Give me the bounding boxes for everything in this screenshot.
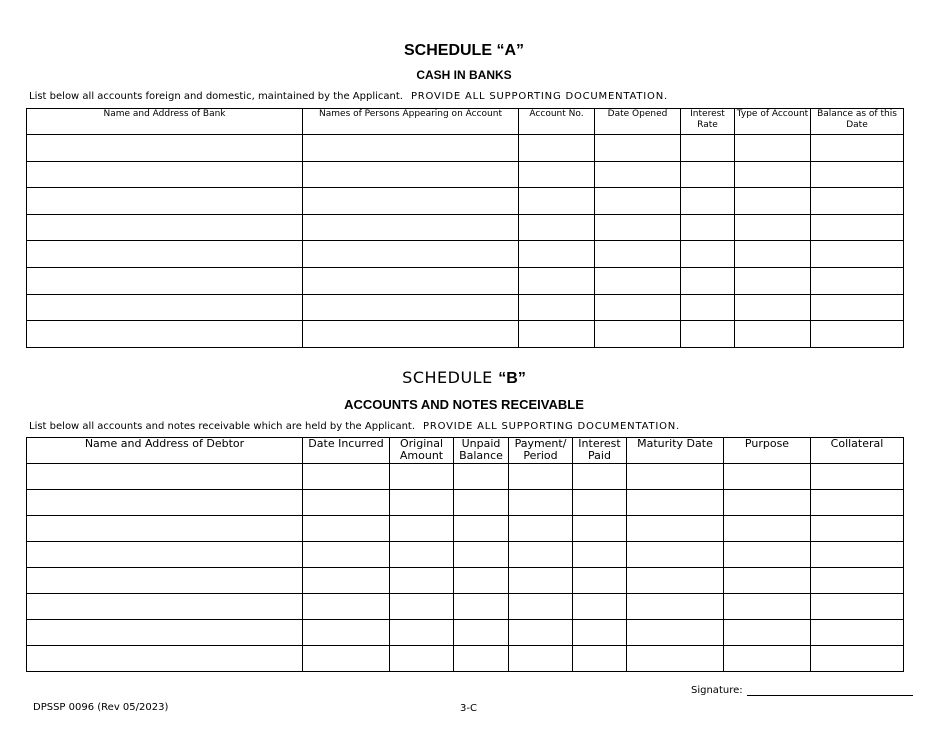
schedule-b-title-prefix: SCHEDULE: [402, 368, 499, 387]
schedule-a-row: [27, 161, 904, 188]
schedule-a-table: [26, 108, 904, 348]
schedule-a-cell[interactable]: [811, 241, 904, 268]
schedule-a-cell[interactable]: [595, 294, 681, 321]
signature-label: Signature:: [691, 685, 743, 696]
schedule-b-cell[interactable]: [27, 490, 303, 516]
schedule-b-cell[interactable]: [627, 620, 724, 646]
schedule-b-cell[interactable]: [811, 542, 904, 568]
schedule-a-cell[interactable]: [303, 241, 519, 268]
schedule-b-cell[interactable]: [27, 646, 303, 672]
schedule-b-cell[interactable]: [509, 594, 573, 620]
schedule-b-cell[interactable]: [573, 542, 627, 568]
col-persons-on-account: Names of Persons Appearing on Account: [303, 109, 519, 135]
schedule-b-cell[interactable]: [627, 594, 724, 620]
signature-line[interactable]: [747, 684, 913, 696]
schedule-a-cell[interactable]: [735, 214, 811, 241]
schedule-a-cell[interactable]: [681, 188, 735, 215]
schedule-b-cell[interactable]: [390, 464, 454, 490]
schedule-b-row: [27, 542, 904, 568]
schedule-a-cell[interactable]: [735, 135, 811, 162]
schedule-a-row: [27, 294, 904, 321]
schedule-b-row: [27, 464, 904, 490]
schedule-b-cell[interactable]: [509, 490, 573, 516]
schedule-b-instruction-caps: PROVIDE ALL SUPPORTING DOCUMENTATION.: [423, 421, 681, 432]
schedule-a-cell[interactable]: [303, 214, 519, 241]
schedule-b-cell[interactable]: [303, 542, 390, 568]
schedule-a-cell[interactable]: [811, 267, 904, 294]
schedule-b-cell[interactable]: [303, 490, 390, 516]
schedule-a-cell[interactable]: [27, 135, 303, 162]
schedule-b-cell[interactable]: [724, 594, 811, 620]
schedule-a-cell[interactable]: [735, 161, 811, 188]
schedule-a-cell[interactable]: [303, 188, 519, 215]
schedule-b-cell[interactable]: [27, 568, 303, 594]
schedule-a-cell[interactable]: [27, 294, 303, 321]
schedule-b-cell[interactable]: [390, 490, 454, 516]
schedule-b-cell[interactable]: [454, 568, 509, 594]
schedule-b-header-row: [27, 438, 904, 464]
schedule-b-cell[interactable]: [454, 646, 509, 672]
schedule-b-cell[interactable]: [724, 516, 811, 542]
schedule-b-cell[interactable]: [509, 542, 573, 568]
schedule-b-row: [27, 646, 904, 672]
col-date-incurred: Date Incurred: [303, 438, 390, 464]
schedule-a-cell[interactable]: [595, 161, 681, 188]
col-bank-name-address: Name and Address of Bank: [27, 109, 303, 135]
schedule-b-cell[interactable]: [573, 516, 627, 542]
schedule-a-cell[interactable]: [303, 321, 519, 348]
schedule-a-row: [27, 135, 904, 162]
schedule-a-cell[interactable]: [681, 267, 735, 294]
schedule-b-cell[interactable]: [724, 568, 811, 594]
schedule-b-cell[interactable]: [390, 646, 454, 672]
schedule-b-cell[interactable]: [573, 464, 627, 490]
schedule-a-cell[interactable]: [519, 241, 595, 268]
schedule-b-row: [27, 568, 904, 594]
schedule-a-instruction-caps: PROVIDE ALL SUPPORTING DOCUMENTATION.: [410, 91, 668, 102]
schedule-a-cell[interactable]: [519, 321, 595, 348]
schedule-a-cell[interactable]: [735, 241, 811, 268]
schedule-a-title: SCHEDULE “A”: [403, 42, 524, 59]
col-interest-paid: Interest Paid: [573, 438, 627, 464]
schedule-a-cell[interactable]: [303, 267, 519, 294]
schedule-a-cell[interactable]: [595, 241, 681, 268]
col-type-of-account: Type of Account: [735, 109, 811, 135]
schedule-b-cell[interactable]: [811, 594, 904, 620]
schedule-a-cell[interactable]: [681, 294, 735, 321]
col-date-opened: Date Opened: [595, 109, 681, 135]
page-number: 3-C: [460, 703, 477, 714]
schedule-b-cell[interactable]: [454, 542, 509, 568]
schedule-a-cell[interactable]: [595, 267, 681, 294]
schedule-b-instruction-text: List below all accounts and notes receivable which are held by the Applicant.: [29, 421, 416, 432]
schedule-b-cell[interactable]: [454, 620, 509, 646]
schedule-a-cell[interactable]: [27, 241, 303, 268]
schedule-a-cell[interactable]: [681, 241, 735, 268]
schedule-a-header-row: [27, 109, 904, 135]
schedule-a-cell[interactable]: [735, 188, 811, 215]
schedule-b-cell[interactable]: [390, 568, 454, 594]
schedule-a-cell[interactable]: [735, 321, 811, 348]
col-payment-period: Payment/ Period: [509, 438, 573, 464]
schedule-a-cell[interactable]: [595, 135, 681, 162]
schedule-a-instruction: [29, 91, 668, 102]
schedule-b-cell[interactable]: [390, 542, 454, 568]
schedule-a-cell[interactable]: [811, 188, 904, 215]
schedule-b-cell[interactable]: [27, 620, 303, 646]
col-collateral: Collateral: [811, 438, 904, 464]
schedule-b-title: [0, 368, 928, 388]
schedule-b-cell[interactable]: [811, 516, 904, 542]
schedule-a-cell[interactable]: [595, 321, 681, 348]
schedule-a-cell[interactable]: [519, 214, 595, 241]
schedule-a-cell[interactable]: [27, 188, 303, 215]
schedule-a-cell[interactable]: [303, 294, 519, 321]
schedule-b-cell[interactable]: [627, 542, 724, 568]
schedule-b-subtitle: ACCOUNTS AND NOTES RECEIVABLE: [344, 397, 584, 412]
schedule-b-row: [27, 516, 904, 542]
schedule-b-cell[interactable]: [303, 516, 390, 542]
schedule-b-cell[interactable]: [627, 516, 724, 542]
schedule-a-cell[interactable]: [595, 188, 681, 215]
schedule-b-cell[interactable]: [454, 516, 509, 542]
schedule-a-instruction-text: List below all accounts foreign and domestic, maintained by the Applicant.: [29, 91, 403, 102]
schedule-b-cell[interactable]: [509, 464, 573, 490]
schedule-a-cell[interactable]: [519, 135, 595, 162]
schedule-a-cell[interactable]: [681, 135, 735, 162]
schedule-b-cell[interactable]: [573, 594, 627, 620]
schedule-a-cell[interactable]: [811, 294, 904, 321]
schedule-b-title-letter: “B”: [498, 370, 526, 387]
schedule-b-row: [27, 490, 904, 516]
schedule-b-cell[interactable]: [724, 464, 811, 490]
schedule-b-cell[interactable]: [509, 646, 573, 672]
schedule-b-cell[interactable]: [573, 646, 627, 672]
schedule-a-cell[interactable]: [681, 321, 735, 348]
schedule-a-cell[interactable]: [303, 161, 519, 188]
schedule-a-cell[interactable]: [681, 214, 735, 241]
schedule-a-row: [27, 241, 904, 268]
schedule-b-cell[interactable]: [390, 620, 454, 646]
schedule-b-cell[interactable]: [811, 646, 904, 672]
schedule-b-cell[interactable]: [573, 490, 627, 516]
schedule-a-cell[interactable]: [681, 161, 735, 188]
schedule-b-cell[interactable]: [724, 490, 811, 516]
schedule-b-cell[interactable]: [454, 464, 509, 490]
schedule-b-cell[interactable]: [724, 542, 811, 568]
schedule-a-cell[interactable]: [27, 214, 303, 241]
schedule-a-cell[interactable]: [27, 267, 303, 294]
schedule-a-cell[interactable]: [595, 214, 681, 241]
schedule-b-cell[interactable]: [627, 568, 724, 594]
schedule-a-cell[interactable]: [519, 267, 595, 294]
schedule-b-cell[interactable]: [303, 646, 390, 672]
col-debtor-name-address: Name and Address of Debtor: [27, 438, 303, 464]
schedule-b-cell[interactable]: [27, 464, 303, 490]
schedule-a-subtitle: CASH IN BANKS: [416, 68, 512, 82]
schedule-b-cell[interactable]: [509, 516, 573, 542]
schedule-a-cell[interactable]: [519, 161, 595, 188]
schedule-b-cell[interactable]: [573, 568, 627, 594]
form-id: DPSSP 0096 (Rev 05/2023): [33, 702, 169, 713]
schedule-b-cell[interactable]: [509, 568, 573, 594]
schedule-b-cell[interactable]: [811, 490, 904, 516]
schedule-b-cell[interactable]: [811, 464, 904, 490]
schedule-a-row: [27, 321, 904, 348]
schedule-b-cell[interactable]: [509, 620, 573, 646]
schedule-a-cell[interactable]: [27, 321, 303, 348]
col-original-amount: Original Amount: [390, 438, 454, 464]
schedule-b-cell[interactable]: [303, 594, 390, 620]
schedule-b-cell[interactable]: [724, 620, 811, 646]
col-balance: Balance as of this Date: [811, 109, 904, 135]
schedule-b-row: [27, 594, 904, 620]
schedule-b-cell[interactable]: [724, 646, 811, 672]
schedule-a-cell[interactable]: [519, 294, 595, 321]
schedule-b-cell[interactable]: [811, 568, 904, 594]
schedule-b-cell[interactable]: [303, 620, 390, 646]
schedule-b-cell[interactable]: [811, 620, 904, 646]
schedule-b-cell[interactable]: [390, 516, 454, 542]
schedule-b-cell[interactable]: [27, 594, 303, 620]
col-account-no: Account No.: [519, 109, 595, 135]
schedule-b-cell[interactable]: [303, 464, 390, 490]
schedule-b-cell[interactable]: [454, 490, 509, 516]
schedule-a-cell[interactable]: [811, 135, 904, 162]
col-interest-rate: Interest Rate: [681, 109, 735, 135]
schedule-a-cell[interactable]: [735, 294, 811, 321]
schedule-b-cell[interactable]: [627, 464, 724, 490]
schedule-b-cell[interactable]: [573, 620, 627, 646]
schedule-a-cell[interactable]: [811, 321, 904, 348]
schedule-a-cell[interactable]: [811, 161, 904, 188]
schedule-a-cell[interactable]: [735, 267, 811, 294]
schedule-b-cell[interactable]: [303, 568, 390, 594]
col-unpaid-balance: Unpaid Balance: [454, 438, 509, 464]
schedule-b-cell[interactable]: [454, 594, 509, 620]
col-maturity-date: Maturity Date: [627, 438, 724, 464]
schedule-a-row: [27, 188, 904, 215]
schedule-b-cell[interactable]: [27, 542, 303, 568]
signature-field[interactable]: [691, 684, 913, 696]
schedule-a-row: [27, 267, 904, 294]
schedule-a-cell[interactable]: [303, 135, 519, 162]
schedule-a-cell[interactable]: [27, 161, 303, 188]
schedule-b-table: [26, 437, 904, 672]
schedule-b-cell[interactable]: [627, 646, 724, 672]
schedule-a-cell[interactable]: [519, 188, 595, 215]
schedule-a-cell[interactable]: [811, 214, 904, 241]
col-purpose: Purpose: [724, 438, 811, 464]
schedule-b-cell[interactable]: [390, 594, 454, 620]
schedule-b-instruction: [29, 421, 680, 432]
schedule-b-row: [27, 620, 904, 646]
schedule-b-cell[interactable]: [627, 490, 724, 516]
schedule-b-cell[interactable]: [27, 516, 303, 542]
schedule-a-row: [27, 214, 904, 241]
